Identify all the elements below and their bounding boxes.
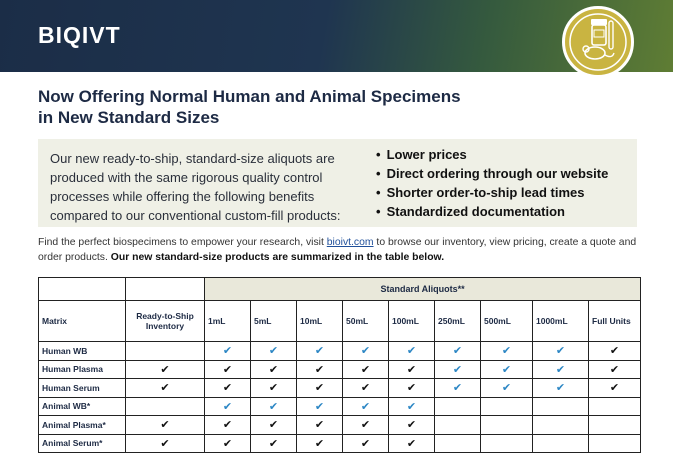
- check-icon: ✔: [205, 416, 251, 435]
- empty-cell: [589, 397, 641, 416]
- check-icon: ✔: [343, 379, 389, 398]
- check-icon: ✔: [297, 360, 343, 379]
- table-row: [39, 342, 641, 361]
- check-icon: ✔: [251, 434, 297, 453]
- check-blue-icon: ✔: [389, 397, 435, 416]
- check-blue-icon: ✔: [343, 342, 389, 361]
- check-icon: ✔: [589, 360, 641, 379]
- check-blue-icon: ✔: [389, 342, 435, 361]
- benefit-item: • Direct ordering through our website: [376, 164, 608, 183]
- check-icon: ✔: [251, 416, 297, 435]
- check-blue-icon: ✔: [251, 342, 297, 361]
- check-icon: ✔: [251, 360, 297, 379]
- benefit-item: • Standardized documentation: [376, 202, 608, 221]
- size-header: 250mL: [435, 301, 481, 342]
- ready-to-ship-header: Ready-to-Ship Inventory: [126, 301, 205, 342]
- empty-cell: [435, 416, 481, 435]
- matrix-cell: Human Serum: [39, 379, 126, 398]
- check-icon: ✔: [389, 434, 435, 453]
- check-blue-icon: ✔: [435, 342, 481, 361]
- table-group-row: [39, 278, 641, 301]
- check-icon: ✔: [251, 379, 297, 398]
- check-icon: ✔: [389, 416, 435, 435]
- check-blue-icon: ✔: [533, 360, 589, 379]
- specimen-jar-mouse-icon: [562, 6, 634, 78]
- blank-cell: [126, 278, 205, 301]
- check-icon: ✔: [343, 360, 389, 379]
- check-blue-icon: ✔: [481, 379, 533, 398]
- size-header: 500mL: [481, 301, 533, 342]
- blank-cell: [39, 278, 126, 301]
- empty-cell: [589, 434, 641, 453]
- benefit-item: • Lower prices: [376, 145, 608, 164]
- check-blue-icon: ✔: [343, 397, 389, 416]
- size-header: 50mL: [343, 301, 389, 342]
- matrix-header: Matrix: [39, 301, 126, 342]
- size-header: 1mL: [205, 301, 251, 342]
- check-blue-icon: ✔: [533, 379, 589, 398]
- bioivt-link[interactable]: bioivt.com: [326, 237, 374, 248]
- check-icon: ✔: [126, 360, 205, 379]
- check-icon: ✔: [343, 416, 389, 435]
- check-icon: ✔: [205, 379, 251, 398]
- size-header: 1000mL: [533, 301, 589, 342]
- table-row: [39, 379, 641, 398]
- check-icon: ✔: [126, 434, 205, 453]
- empty-cell: [481, 434, 533, 453]
- check-blue-icon: ✔: [533, 342, 589, 361]
- check-blue-icon: ✔: [297, 342, 343, 361]
- table-row: [39, 416, 641, 435]
- check-icon: ✔: [389, 379, 435, 398]
- empty-cell: [589, 416, 641, 435]
- check-icon: ✔: [205, 360, 251, 379]
- find-text-pre: Find the perfect biospecimens to empower your research, visit: [38, 237, 327, 248]
- check-icon: ✔: [389, 360, 435, 379]
- check-blue-icon: ✔: [297, 397, 343, 416]
- check-icon: ✔: [126, 379, 205, 398]
- find-paragraph: [38, 236, 637, 265]
- title-line-2: in New Standard Sizes: [38, 108, 220, 127]
- size-header: 5mL: [251, 301, 297, 342]
- empty-cell: [126, 397, 205, 416]
- empty-cell: [435, 434, 481, 453]
- check-icon: ✔: [297, 379, 343, 398]
- check-blue-icon: ✔: [205, 397, 251, 416]
- matrix-cell: Animal Serum*: [39, 434, 126, 453]
- check-icon: ✔: [589, 342, 641, 361]
- check-blue-icon: ✔: [481, 360, 533, 379]
- standard-sizes-table: [38, 277, 641, 453]
- check-blue-icon: ✔: [435, 379, 481, 398]
- size-header: 10mL: [297, 301, 343, 342]
- benefits-intro-text: Our new ready-to-ship, standard-size aliquots are produced with the same rigorous quality control processes while offering the following benefits compared to our conventional custom-fill products:: [50, 151, 341, 223]
- check-icon: ✔: [126, 416, 205, 435]
- empty-cell: [481, 416, 533, 435]
- find-text-post: to browse our inventory, view pricing, create a quote and order products.: [38, 237, 637, 263]
- empty-cell: [126, 342, 205, 361]
- check-icon: ✔: [589, 379, 641, 398]
- matrix-cell: Animal Plasma*: [39, 416, 126, 435]
- size-header: Full Units: [589, 301, 641, 342]
- matrix-cell: Human Plasma: [39, 360, 126, 379]
- title-line-1: Now Offering Normal Human and Animal Specimens: [38, 87, 461, 106]
- table-row: [39, 397, 641, 416]
- standard-aliquots-header: Standard Aliquots**: [205, 278, 641, 301]
- check-blue-icon: ✔: [205, 342, 251, 361]
- check-blue-icon: ✔: [251, 397, 297, 416]
- check-icon: ✔: [205, 434, 251, 453]
- empty-cell: [481, 397, 533, 416]
- table-header-row: [39, 301, 641, 342]
- empty-cell: [533, 416, 589, 435]
- find-text-bold: Our new standard-size products are summarized in the table below.: [110, 251, 445, 263]
- table-row: [39, 434, 641, 453]
- benefits-list: [376, 145, 608, 221]
- check-icon: ✔: [297, 416, 343, 435]
- check-blue-icon: ✔: [481, 342, 533, 361]
- check-icon: ✔: [343, 434, 389, 453]
- size-header: 100mL: [389, 301, 435, 342]
- page-title: [38, 86, 518, 128]
- benefits-box: [38, 139, 637, 227]
- matrix-cell: Animal WB*: [39, 397, 126, 416]
- empty-cell: [533, 434, 589, 453]
- benefit-item: • Shorter order-to-ship lead times: [376, 183, 608, 202]
- matrix-cell: Human WB: [39, 342, 126, 361]
- empty-cell: [533, 397, 589, 416]
- bioivt-logo: BIQIVT: [38, 22, 121, 48]
- table-row: [39, 360, 641, 379]
- empty-cell: [435, 397, 481, 416]
- check-blue-icon: ✔: [435, 360, 481, 379]
- check-icon: ✔: [297, 434, 343, 453]
